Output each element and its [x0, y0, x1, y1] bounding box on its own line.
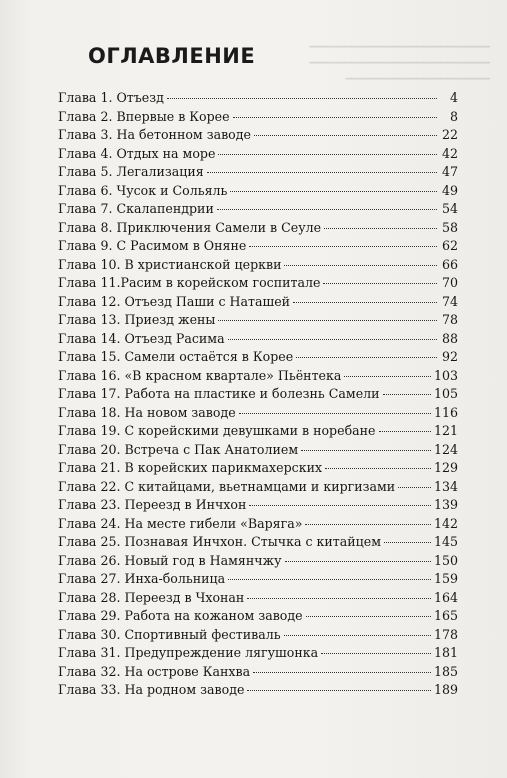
toc-entry	[58, 200, 458, 219]
toc-entry-title: Глава 12. Отъезд Паши с Наташей	[58, 293, 291, 309]
toc-entry	[58, 330, 458, 349]
toc-entry-title: Глава 21. В корейских парикмахерских	[58, 460, 323, 475]
toc-entry	[58, 293, 458, 312]
dot-leader	[207, 172, 437, 173]
toc-entry-title: Глава 1. Отъезд	[58, 90, 164, 105]
toc-entry-page-number: 8	[449, 108, 458, 124]
toc-entry-title: Глава 6. Чусок и Сольяль	[58, 182, 228, 198]
toc-entry-page-number: 54	[441, 201, 458, 216]
toc-entry	[58, 478, 458, 497]
toc-entry	[58, 274, 458, 293]
toc-entry-title: Глава 7. Скалапендрии	[58, 201, 214, 216]
toc-entry-page-number: 88	[441, 330, 458, 346]
dot-leader	[325, 468, 431, 469]
toc-entry	[58, 385, 458, 404]
toc-entry-title: Глава 26. Новый год в Намянчжу	[58, 552, 282, 568]
toc-entry	[58, 663, 458, 682]
dot-leader	[239, 413, 431, 414]
toc-entry	[58, 533, 458, 552]
toc-entry-page-number: 121	[433, 423, 458, 438]
toc-entry	[58, 163, 458, 182]
dot-leader	[398, 487, 431, 488]
toc-entry	[58, 108, 458, 127]
bleed-through-text: ━━━━━━━━━━━━━━━━━━━━━━━━━━━━━━ ━━━━━━━━━━━━━━━━━━━━━━━━━━━━━━ ━━━━━━━━━━━━━━━━━━━━━━━━	[309, 42, 490, 85]
toc-entry	[58, 404, 458, 423]
toc-entry	[58, 89, 458, 108]
toc-entry-page-number: 49	[441, 182, 458, 198]
toc-entry	[58, 348, 458, 367]
toc-entry-page-number: 47	[441, 164, 458, 179]
dot-leader	[285, 561, 431, 562]
toc-entry-title: Глава 32. На острове Канхва	[58, 663, 251, 679]
dot-leader	[247, 598, 431, 599]
toc-entry-page-number: 185	[433, 663, 458, 679]
table-of-contents	[58, 89, 458, 700]
toc-entry	[58, 626, 458, 645]
toc-entry-page-number: 139	[433, 497, 458, 512]
toc-entry-title: Глава 5. Легализация	[58, 164, 204, 179]
dot-leader	[217, 209, 437, 210]
toc-entry-page-number: 116	[433, 404, 458, 420]
toc-entry-title: Глава 4. Отдых на море	[58, 145, 216, 161]
dot-leader	[249, 246, 437, 247]
toc-entry-title: Глава 27. Инха-больница	[58, 571, 226, 586]
toc-entry-title: Глава 25. Познавая Инчхон. Стычка с китайцем	[58, 534, 382, 549]
toc-entry-title: Глава 11.Расим в корейском госпитале	[58, 275, 321, 290]
dot-leader	[305, 524, 431, 525]
dot-leader	[321, 653, 431, 654]
dot-leader	[344, 376, 431, 377]
toc-entry-title: Глава 28. Переезд в Чхонан	[58, 589, 245, 605]
dot-leader	[167, 98, 437, 99]
dot-leader	[228, 339, 437, 340]
toc-entry	[58, 459, 458, 478]
toc-entry-title: Глава 30. Спортивный фестиваль	[58, 626, 281, 642]
dot-leader	[233, 117, 437, 118]
toc-entry-title: Глава 14. Отъезд Расима	[58, 330, 225, 346]
toc-entry-page-number: 58	[441, 219, 458, 235]
toc-entry	[58, 570, 458, 589]
toc-entry-page-number: 150	[433, 552, 458, 568]
toc-entry-page-number: 178	[433, 626, 458, 642]
toc-entry-page-number: 189	[433, 682, 458, 697]
toc-entry-page-number: 159	[433, 571, 458, 586]
toc-entry-page-number: 92	[441, 349, 458, 364]
toc-entry	[58, 182, 458, 201]
toc-entry-page-number: 62	[441, 238, 458, 253]
toc-entry-title: Глава 22. С китайцами, вьетнамцами и киргизами	[58, 478, 396, 494]
toc-entry	[58, 644, 458, 663]
toc-entry-page-number: 103	[433, 367, 458, 383]
dot-leader	[228, 579, 431, 580]
toc-entry-page-number: 142	[433, 515, 458, 531]
dot-leader	[379, 431, 431, 432]
toc-entry	[58, 237, 458, 256]
toc-entry-page-number: 78	[441, 312, 458, 327]
toc-entry-title: Глава 24. На месте гибели «Варяга»	[58, 515, 303, 531]
toc-entry-title: Глава 16. «В красном квартале» Пьёнтека	[58, 367, 342, 383]
toc-entry	[58, 311, 458, 330]
dot-leader	[284, 635, 431, 636]
dot-leader	[254, 135, 437, 136]
toc-entry-page-number: 74	[441, 293, 458, 309]
toc-entry-page-number: 134	[433, 478, 458, 494]
dot-leader	[230, 191, 437, 192]
dot-leader	[218, 320, 437, 321]
dot-leader	[324, 228, 437, 229]
toc-entry	[58, 441, 458, 460]
toc-entry	[58, 515, 458, 534]
dot-leader	[323, 283, 437, 284]
toc-entry-page-number: 70	[441, 275, 458, 290]
toc-entry	[58, 422, 458, 441]
dot-leader	[296, 357, 437, 358]
toc-entry	[58, 589, 458, 608]
toc-entry	[58, 367, 458, 386]
toc-entry-title: Глава 13. Приезд жены	[58, 312, 216, 327]
dot-leader	[293, 302, 437, 303]
toc-entry	[58, 219, 458, 238]
toc-entry-title: Глава 23. Переезд в Инчхон	[58, 497, 247, 512]
toc-entry-title: Глава 3. На бетонном заводе	[58, 127, 251, 142]
toc-entry-title: Глава 9. С Расимом в Оняне	[58, 238, 247, 253]
toc-entry-page-number: 42	[441, 145, 458, 161]
toc-entry-title: Глава 8. Приключения Самели в Сеуле	[58, 219, 322, 235]
dot-leader	[247, 690, 431, 691]
toc-entry	[58, 145, 458, 164]
dot-leader	[383, 394, 431, 395]
toc-entry-page-number: 145	[433, 534, 458, 549]
dot-leader	[384, 542, 431, 543]
toc-entry-title: Глава 33. На родном заводе	[58, 682, 245, 697]
toc-entry-page-number: 129	[433, 460, 458, 475]
toc-entry-page-number: 105	[433, 386, 458, 401]
dot-leader	[218, 154, 437, 155]
page-title: ОГЛАВЛЕНИЕ	[88, 44, 256, 68]
toc-entry-title: Глава 19. С корейскими девушками в норебане	[58, 423, 376, 438]
toc-entry-title: Глава 31. Предупреждение лягушонка	[58, 645, 319, 660]
toc-entry	[58, 496, 458, 515]
toc-entry	[58, 256, 458, 275]
toc-entry	[58, 681, 458, 700]
toc-entry-page-number: 4	[449, 90, 458, 105]
toc-entry-page-number: 66	[441, 256, 458, 272]
toc-entry	[58, 552, 458, 571]
toc-entry	[58, 126, 458, 145]
toc-entry-title: Глава 18. На новом заводе	[58, 404, 236, 420]
dot-leader	[284, 265, 437, 266]
toc-entry-title: Глава 29. Работа на кожаном заводе	[58, 608, 303, 623]
dot-leader	[301, 450, 431, 451]
toc-entry-title: Глава 15. Самели остаётся в Корее	[58, 349, 294, 364]
toc-entry-title: Глава 20. Встреча с Пак Анатолием	[58, 441, 299, 457]
toc-entry-page-number: 181	[433, 645, 458, 660]
dot-leader	[253, 672, 431, 673]
toc-entry-title: Глава 10. В христианской церкви	[58, 256, 282, 272]
toc-entry-page-number: 165	[433, 608, 458, 623]
toc-entry-title: Глава 17. Работа на пластике и болезнь Самели	[58, 386, 380, 401]
toc-entry	[58, 607, 458, 626]
toc-entry-title: Глава 2. Впервые в Корее	[58, 108, 230, 124]
toc-entry-page-number: 124	[433, 441, 458, 457]
toc-entry-page-number: 164	[433, 589, 458, 605]
toc-entry-page-number: 22	[441, 127, 458, 142]
dot-leader	[306, 616, 431, 617]
dot-leader	[249, 505, 431, 506]
